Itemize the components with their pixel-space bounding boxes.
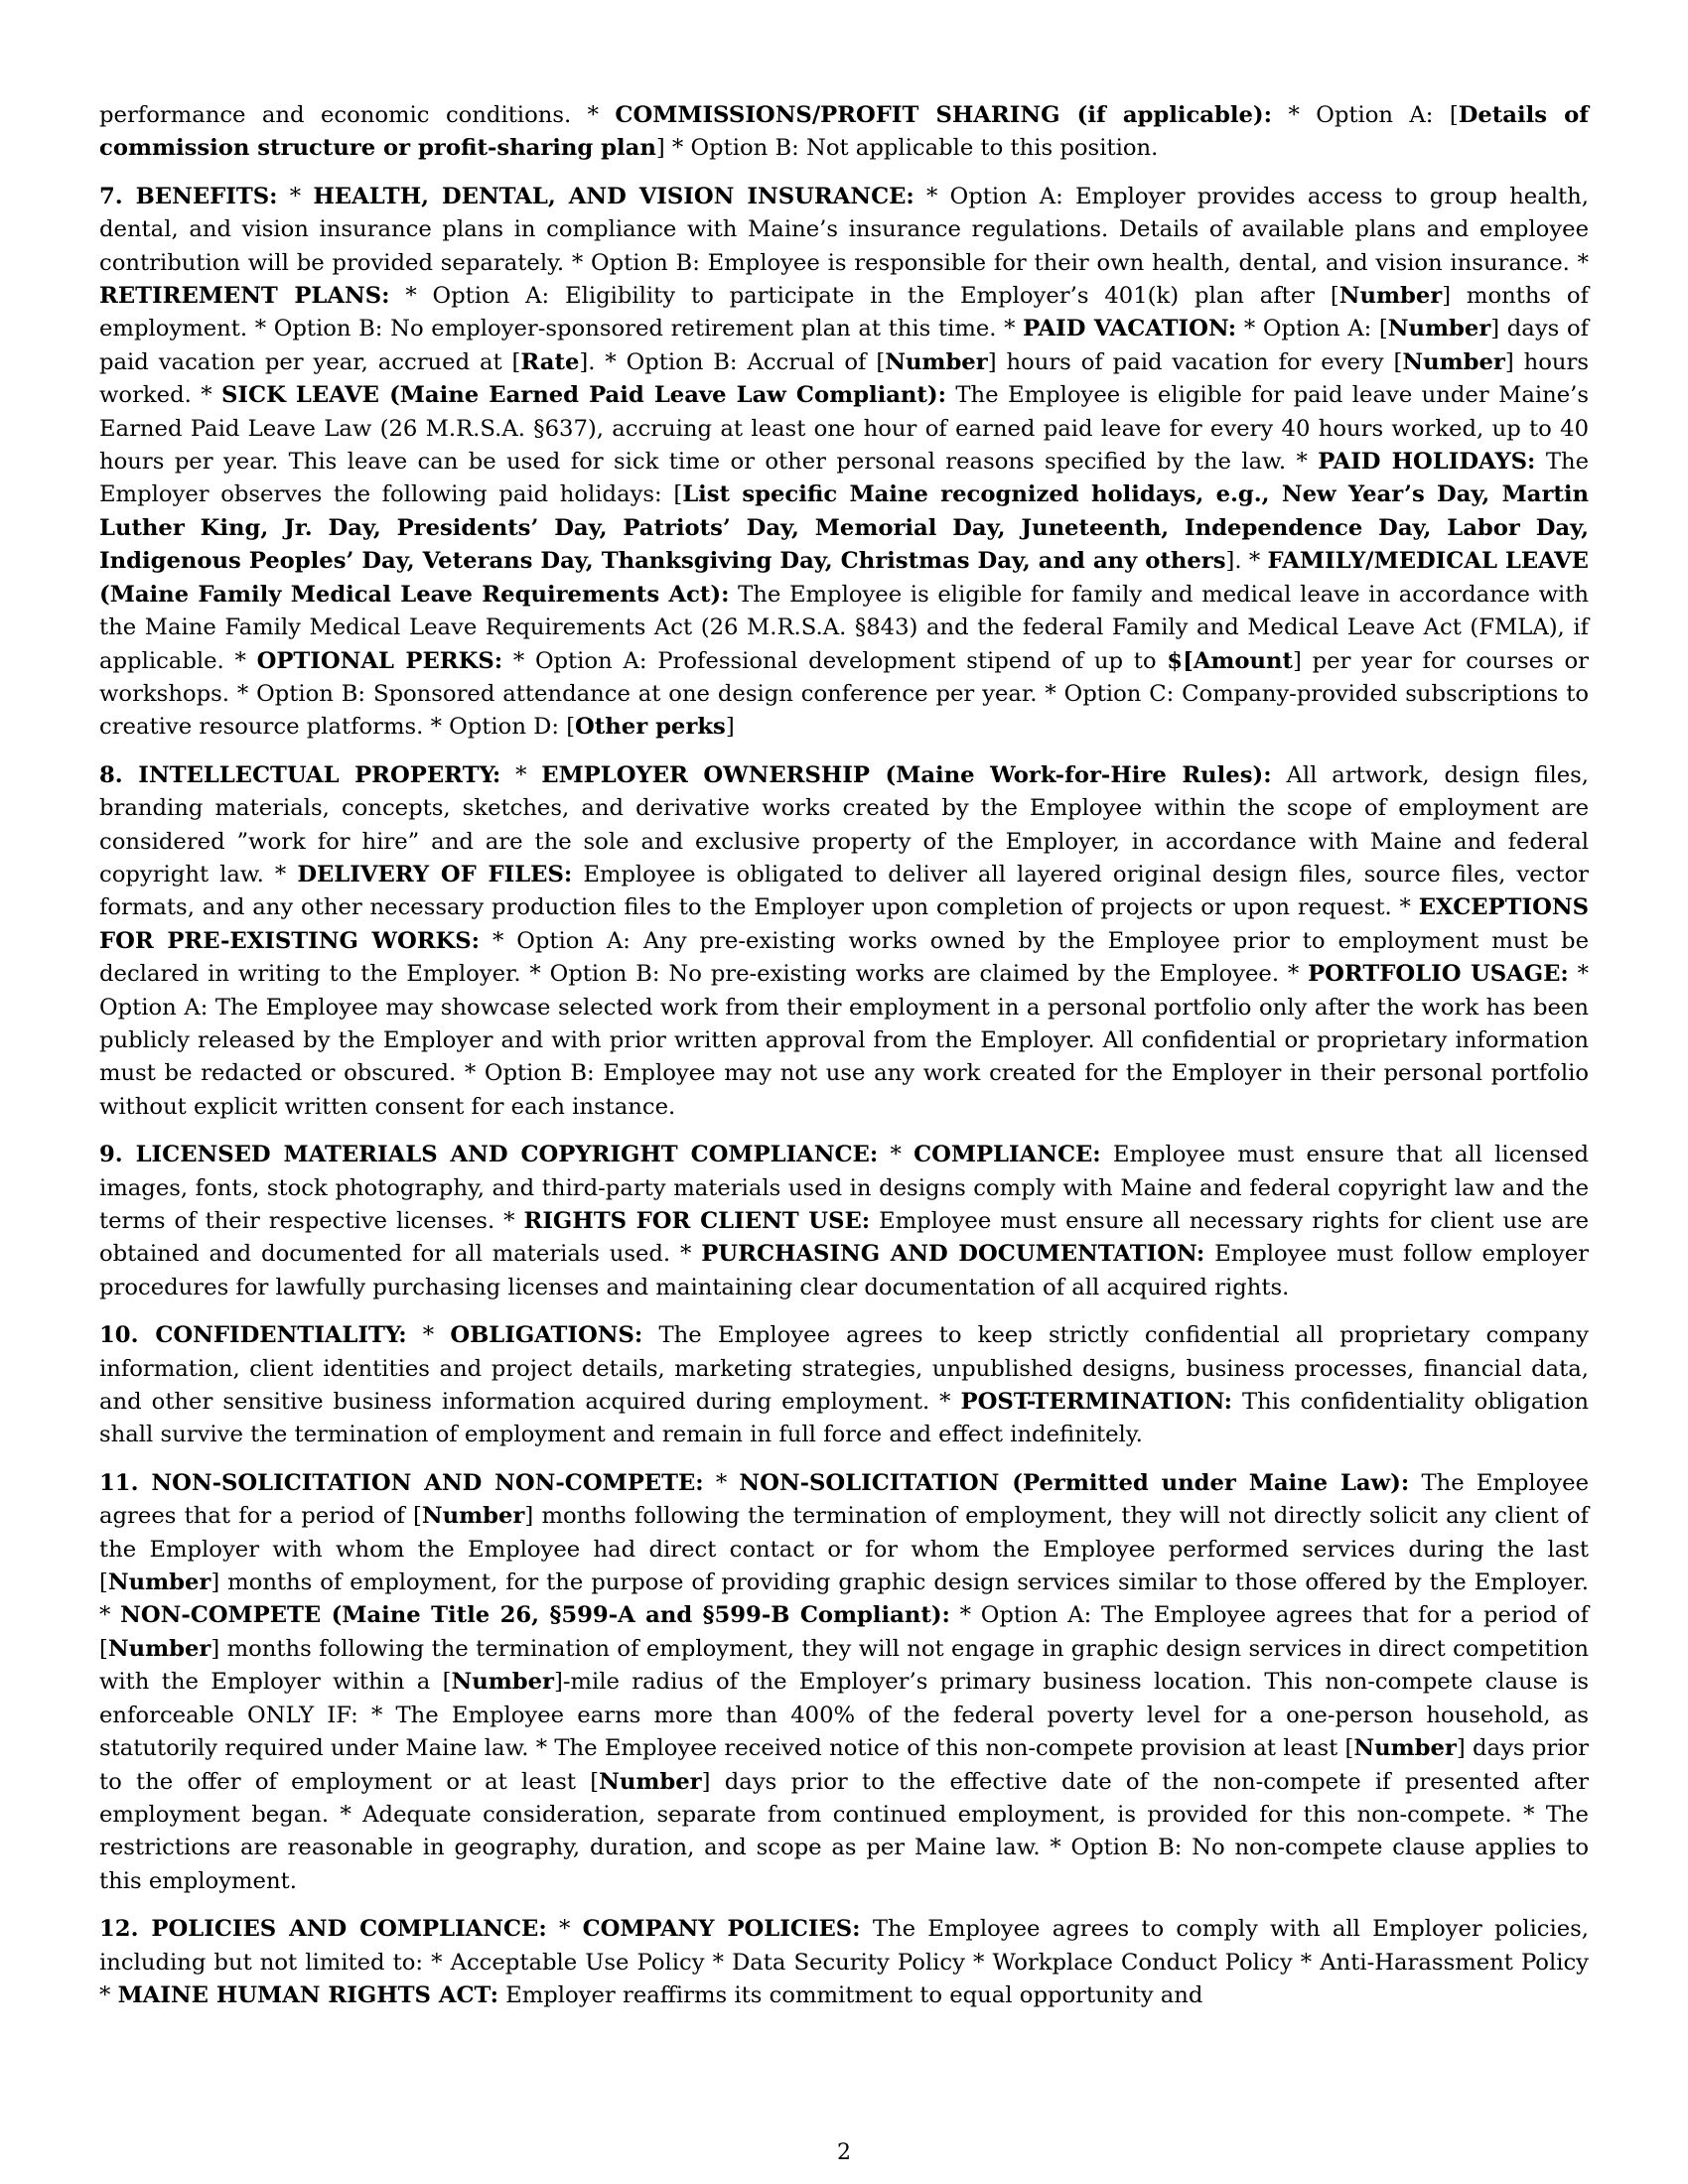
section-8-intellectual-property <box>99 759 1589 1124</box>
text-run: Employee must follow employer procedures for lawfully purchasing licenses and maintaining clear documentation of all acquired rights. <box>99 1241 1589 1300</box>
text-run: Employee must ensure all necessary rights for client use are obtained and documented for all materials used. * <box>99 1208 1590 1268</box>
text-run: ]. * Option B: Accrual of [ <box>579 348 886 375</box>
text-run: ] months following the termination of employment, they will not directly solicit any client of the Employer with whom the Employee had direct contact or for whom the Employee performed services during the last [ <box>99 1503 1589 1596</box>
bold-run: 7. BENEFITS: <box>99 183 278 209</box>
text-run: The Employee is eligible for paid leave under Maine’s Earned Paid Leave Law (26 M.R.S.A. §637), accruing at least one hour of earned paid leave for every 40 hours worked, up to 40 hours per year. This leave can be used for sick time or other personal reasons specified by the law. * <box>99 382 1590 476</box>
bold-run: COMMISSIONS/PROFIT SHARING (if applicable): <box>615 102 1273 128</box>
bold-run: Rate <box>520 348 580 375</box>
bold-run: FAMILY/MEDICAL LEAVE (Maine Family Medical Leave Requirements Act): <box>99 548 1589 608</box>
bold-run: PORTFOLIO USAGE: <box>1308 961 1569 988</box>
bold-run: EXCEPTIONS FOR PRE-EXISTING WORKS: <box>99 894 1589 954</box>
bold-run: NON-SOLICITATION (Permitted under Maine Law): <box>739 1469 1410 1496</box>
bold-run: RETIREMENT PLANS: <box>99 283 390 310</box>
bold-run: EMPLOYER OWNERSHIP (Maine Work-for-Hire Rules): <box>541 761 1272 788</box>
bold-run: MAINE HUMAN RIGHTS ACT: <box>117 1981 498 2008</box>
bold-run: $[Amount <box>1167 647 1294 674</box>
section-9-licensed-materials <box>99 1139 1589 1304</box>
text-run: ] hours worked. * <box>99 348 1590 409</box>
bold-run: 9. LICENSED MATERIALS AND COPYRIGHT COMPLIANCE: <box>99 1142 879 1168</box>
bold-run: Number <box>885 348 988 375</box>
text-run: * <box>546 1916 583 1943</box>
text-run: ] hours of paid vacation for every [ <box>987 348 1403 375</box>
text-run: * <box>878 1142 914 1168</box>
bold-run: SICK LEAVE (Maine Earned Paid Leave Law Compliant): <box>221 382 947 409</box>
section-7-benefits <box>99 181 1589 745</box>
bold-run: Number <box>421 1503 525 1530</box>
bold-run: PAID HOLIDAYS: <box>1318 449 1536 476</box>
text-run: Employee must ensure that all licensed images, fonts, stock photography, and third-party materials used in designs comply with Maine and federal copyright law and the terms of their respective licenses. * <box>99 1142 1589 1234</box>
text-run: * Option A: Employer provides access to group health, dental, and vision insurance plans in compliance with Maine’s insurance regulations. Details of available plans and employee contribution will be provided separately. * Option B: Employee is responsible for their own health, dental, and vision insurance. * <box>99 183 1589 276</box>
section-12-policies <box>99 1913 1589 2012</box>
bold-run: List specific Maine recognized holidays, e.g., New Year’s Day, Martin Luther King, Jr. Day, Presidents’ Day, Patriots’ Day, Memorial Day, Juneteenth, Independence Day, Labor Day, Indigenous Peoples’ Day, Veterans Day, Thanksgiving Day, Christmas Day, and any others <box>99 481 1590 575</box>
text-run: * Option A: Professional development stipend of up to <box>502 647 1168 674</box>
text-run: ]-mile radius of the Employer’s primary business location. This non-compete clause is enforceable ONLY IF: * The Employee earns more than 400% of the federal poverty level for a one-person household, as statutorily required under Maine law. * The Employee received notice of this non-compete provision at least [ <box>99 1669 1589 1762</box>
text-run: The Employee agrees that for a period of [ <box>99 1469 1589 1530</box>
text-run: This confidentiality obligation shall survive the termination of employment and remain in full force and effect indefinitely. <box>99 1389 1589 1448</box>
bold-run: 12. POLICIES AND COMPLIANCE: <box>99 1916 547 1943</box>
text-run: ] <box>725 714 735 741</box>
bold-run: COMPLIANCE: <box>914 1142 1101 1168</box>
bold-run: NON-COMPETE (Maine Title 26, §599-A and §599-B Compliant): <box>120 1602 950 1629</box>
text-run: Employer reaffirms its commitment to equal opportunity and <box>497 1981 1203 2008</box>
bold-run: Number <box>107 1635 211 1662</box>
bold-run: PAID VACATION: <box>1023 316 1237 342</box>
text-run: * <box>500 761 542 788</box>
text-run: ] months of employment, for the purpose of providing graphic design services similar to those offered by the Employer. * <box>99 1570 1589 1629</box>
text-run: * Option A: The Employee may showcase selected work from their employment in a personal portfolio only after the work has been publicly released by the Employer and with prior written approval from the Employer. All confidential or proprietary information must be redacted or obscured. * Option B: Employee may not use any work created for the Employer in their personal portfolio without explicit written consent for each instance. <box>99 961 1589 1120</box>
bold-run: RIGHTS FOR CLIENT USE: <box>523 1208 871 1234</box>
text-run: ] days prior to the offer of employment or at least [ <box>99 1735 1589 1795</box>
text-run: * <box>277 183 314 209</box>
document-page <box>99 99 1589 2027</box>
paragraph-compensation-continued <box>99 99 1589 166</box>
bold-run: HEALTH, DENTAL, AND VISION INSURANCE: <box>313 183 914 209</box>
text-run: ]. * <box>1225 548 1268 575</box>
text-run: * <box>703 1469 740 1496</box>
text-run: ] months of employment. * Option B: No employer-sponsored retirement plan at this time. * <box>99 283 1589 342</box>
bold-run: OBLIGATIONS: <box>450 1322 643 1349</box>
bold-run: PURCHASING AND DOCUMENTATION: <box>701 1241 1205 1268</box>
bold-run: 11. NON-SOLICITATION AND NON-COMPETE: <box>99 1469 704 1496</box>
text-run: * Option A: Eligibility to participate in the Employer’s 401(k) plan after [ <box>389 283 1339 310</box>
bold-run: Number <box>1402 348 1505 375</box>
text-run: * Option A: [ <box>1272 102 1459 128</box>
text-run: The Employer observes the following paid holidays: [ <box>99 449 1589 508</box>
text-run: ] days prior to the effective date of the non-compete if presented after employment began. * Adequate consideration, separate from continued employment, is provided for this non-compete. * The restrictions are reasonable in geography, duration, and scope as per Maine law. * Option B: No non-compete clause applies to this employment. <box>99 1768 1589 1894</box>
text-run: The Employee is eligible for family and medical leave in accordance with the Maine Family Medical Leave Requirements Act (26 M.R.S.A. §843) and the federal Family and Medical Leave Act (FMLA), if applicable. * <box>99 581 1589 674</box>
text-run: Employee is obligated to deliver all layered original design files, source files, vector formats, and any other necessary production files to the Employer upon completion of projects or upon request. * <box>99 861 1590 921</box>
text-run: * Option A: The Employee agrees that for a period of [ <box>99 1602 1589 1662</box>
text-run: The Employee agrees to keep strictly confidential all proprietary company information, client identities and project details, marketing strategies, unpublished designs, business processes, financial data, and other sensitive business information acquired during employment. * <box>99 1322 1589 1416</box>
bold-run: Number <box>107 1570 211 1596</box>
text-run: The Employee agrees to comply with all Employer policies, including but not limited to: * Acceptable Use Policy * Data Security Policy * Workplace Conduct Policy * Anti-Harassment Policy * <box>99 1916 1589 2008</box>
text-run: ] * Option B: Not applicable to this position. <box>655 135 1159 162</box>
bold-run: Other perks <box>575 714 726 741</box>
text-run: ] per year for courses or workshops. * Option B: Sponsored attendance at one design conference per year. * Option C: Company-provided subscriptions to creative resource platforms. * Option D: [ <box>99 647 1589 741</box>
bold-run: Number <box>451 1669 554 1696</box>
page-number: 2 <box>837 2140 851 2165</box>
bold-run: Number <box>599 1768 702 1795</box>
bold-run: Details of commission structure or profit-sharing plan <box>99 102 1590 162</box>
bold-run: POST-TERMINATION: <box>960 1389 1232 1416</box>
text-run: All artwork, design files, branding materials, concepts, sketches, and derivative works created by the Employee within the scope of employment are considered ”work for hire” and are the sole and exclusive property of the Employer, in accordance with Maine and federal copyright law. * <box>99 761 1589 887</box>
bold-run: COMPANY POLICIES: <box>582 1916 861 1943</box>
text-run: * <box>406 1322 451 1349</box>
bold-run: Number <box>1353 1735 1457 1762</box>
bold-run: Number <box>1387 316 1491 342</box>
bold-run: DELIVERY OF FILES: <box>297 861 573 887</box>
bold-run: 10. CONFIDENTIALITY: <box>99 1322 407 1349</box>
section-11-non-solicitation <box>99 1467 1589 1898</box>
text-run: * Option A: Any pre-existing works owned by the Employee prior to employment must be declared in writing to the Employer. * Option B: No pre-existing works are claimed by the Employee. * <box>99 927 1589 988</box>
bold-run: Number <box>1338 283 1443 310</box>
text-run: ] days of paid vacation per year, accrued at [ <box>99 316 1589 375</box>
text-run: ] months following the termination of employment, they will not engage in graphic design services in direct competition with the Employer within a [ <box>99 1635 1589 1696</box>
bold-run: OPTIONAL PERKS: <box>256 647 503 674</box>
section-10-confidentiality <box>99 1319 1589 1452</box>
bold-run: 8. INTELLECTUAL PROPERTY: <box>99 761 501 788</box>
text-run: * Option A: [ <box>1236 316 1388 342</box>
text-run: performance and economic conditions. * <box>99 102 616 128</box>
